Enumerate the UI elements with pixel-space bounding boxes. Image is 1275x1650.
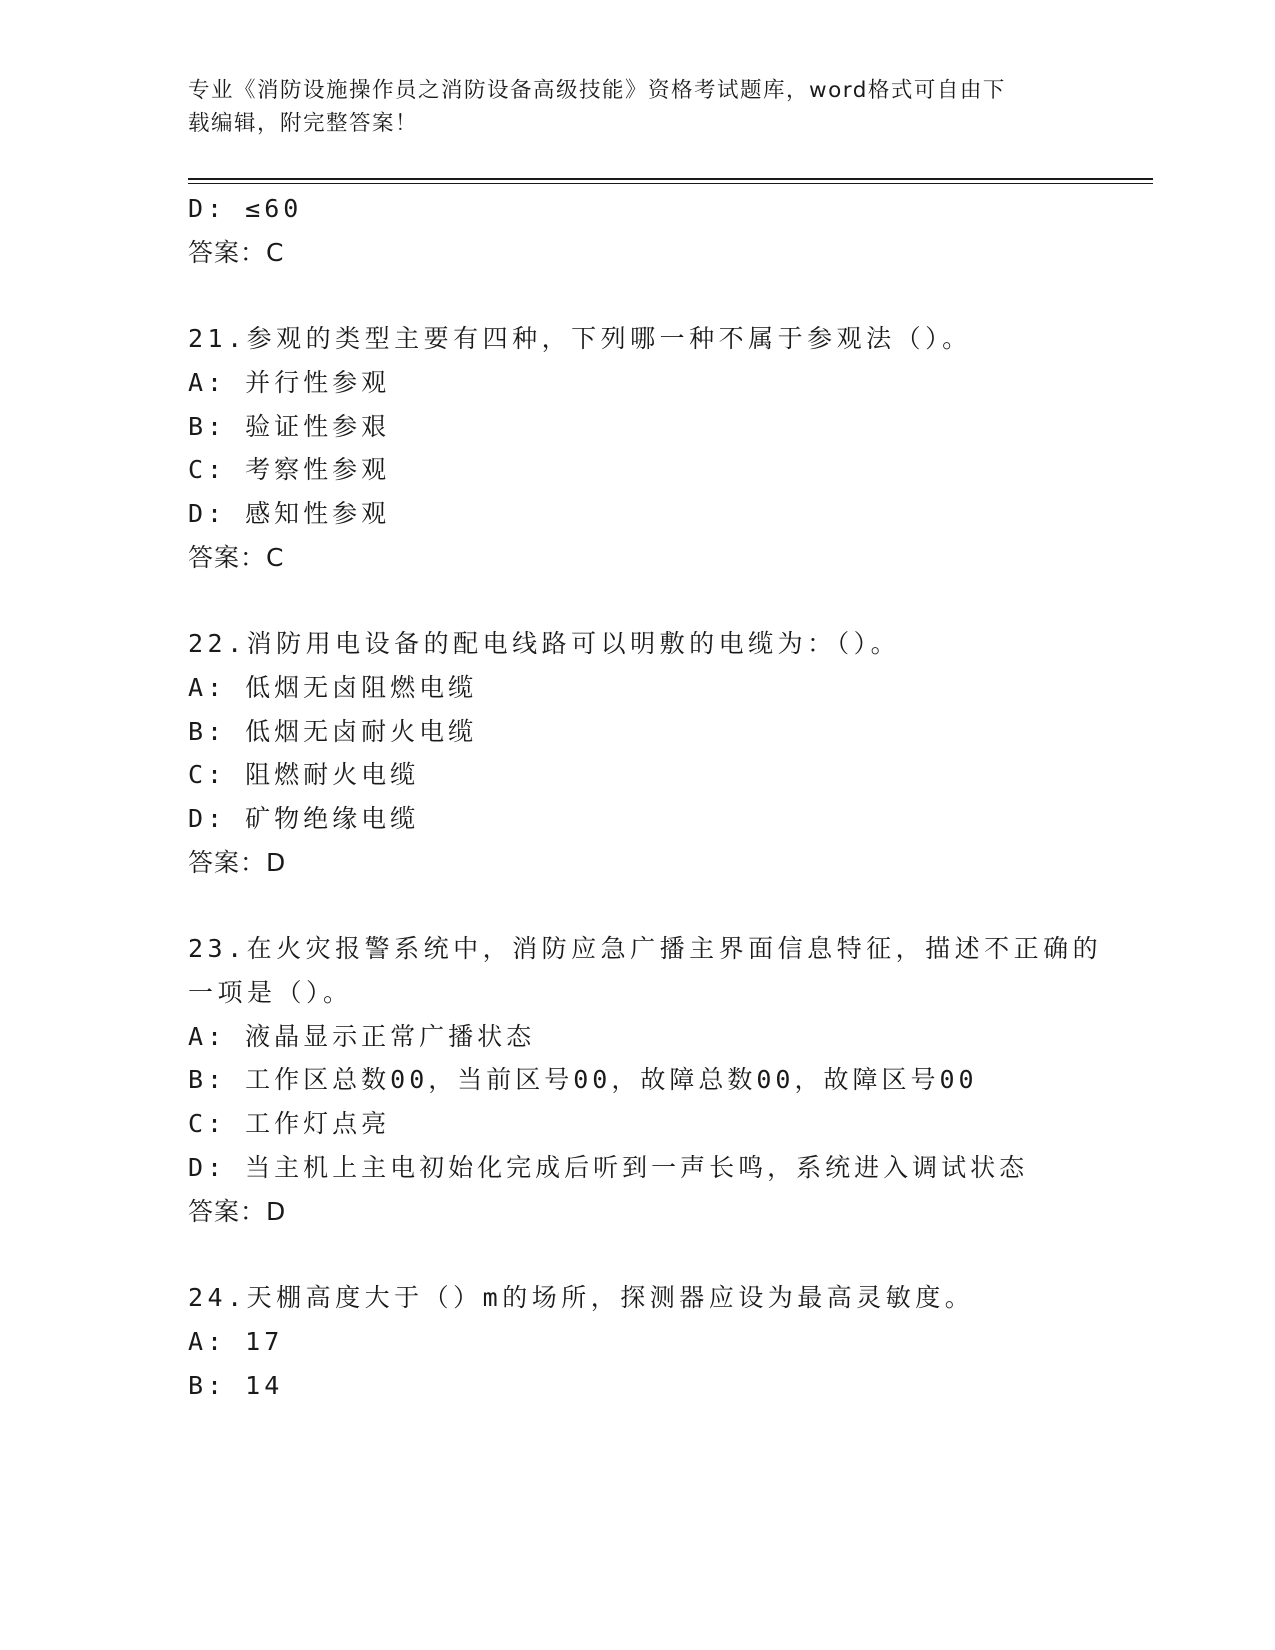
question-22-option-b: B: 低烟无卤耐火电缆 (188, 717, 478, 746)
question-21-option-a: A: 并行性参观 (188, 368, 391, 397)
question-23-option-a: A: 液晶显示正常广播状态 (188, 1022, 536, 1051)
question-22-option-d: D: 矿物绝缘电缆 (188, 804, 420, 833)
question-24-option-a: A: 17 (188, 1327, 284, 1356)
question-23-option-b: B: 工作区总数00，当前区号00，故障总数00，故障区号00 (188, 1065, 978, 1094)
question-23-answer: 答案：D (188, 1197, 287, 1226)
question-23-stem-line-1: 23.在火灾报警系统中，消防应急广播主界面信息特征，描述不正确的 (188, 934, 1103, 963)
question-21-option-c: C: 考察性参观 (188, 455, 391, 484)
question-21-option-d: D: 感知性参观 (188, 499, 391, 528)
question-24-stem: 24.天棚高度大于（）m的场所，探测器应设为最高灵敏度。 (188, 1283, 975, 1312)
question-22-answer: 答案：D (188, 848, 287, 877)
question-24-option-b: B: 14 (188, 1371, 284, 1400)
question-21-answer: 答案：C (188, 543, 285, 572)
question-23-option-d: D: 当主机上主电初始化完成后听到一声长鸣，系统进入调试状态 (188, 1153, 1029, 1182)
question-22-stem: 22.消防用电设备的配电线路可以明敷的电缆为：（）。 (188, 629, 901, 658)
question-21-option-b: B: 验证性参艰 (188, 412, 391, 441)
document-header (188, 74, 1068, 140)
header-line-2: 载编辑，附完整答案！ (188, 111, 419, 136)
question-23-stem-line-2: 一项是（）。 (188, 978, 353, 1007)
question-23-option-c: C: 工作灯点亮 (188, 1109, 391, 1138)
header-line-1: 专业《消防设施操作员之消防设备高级技能》资格考试题库，word格式可自由下 (188, 78, 1006, 103)
header-divider-thick (188, 178, 1153, 180)
question-22-option-a: A: 低烟无卤阻燃电缆 (188, 673, 478, 702)
header-divider-thin (188, 183, 1153, 184)
question-22-option-c: C: 阻燃耐火电缆 (188, 760, 420, 789)
question-21-stem: 21.参观的类型主要有四种，下列哪一种不属于参观法（）。 (188, 324, 972, 353)
prev-answer: 答案：C (188, 238, 285, 267)
prev-option-d: D: ≤60 (188, 194, 303, 223)
